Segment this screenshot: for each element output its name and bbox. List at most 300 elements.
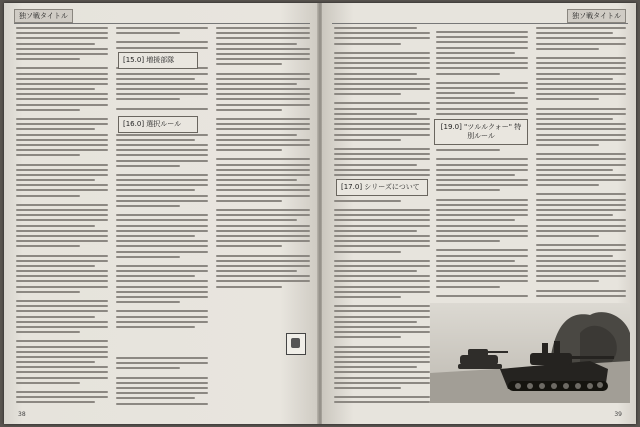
text-line	[116, 205, 180, 207]
text-line	[216, 128, 310, 130]
text-line	[536, 67, 626, 69]
text-line	[436, 275, 528, 277]
text-line	[536, 108, 626, 110]
text-line	[334, 62, 430, 64]
text-line	[334, 310, 430, 312]
text-line	[116, 301, 180, 303]
text-line	[334, 83, 430, 85]
text-line	[334, 240, 430, 242]
text-line	[536, 219, 626, 221]
text-line	[436, 270, 528, 272]
magazine-spread	[4, 3, 636, 424]
text-line	[536, 199, 626, 201]
text-line	[436, 230, 528, 232]
text-line	[334, 356, 430, 358]
text-line	[334, 336, 401, 338]
text-line	[436, 113, 528, 115]
text-line	[216, 144, 310, 146]
text-line	[334, 366, 417, 368]
text-line	[216, 58, 310, 60]
text-line	[16, 88, 95, 90]
text-line	[16, 128, 95, 130]
text-line	[536, 37, 626, 39]
text-line	[16, 286, 108, 288]
text-line	[436, 214, 528, 216]
right-running-head: 独ソ戦タイトル	[567, 9, 626, 23]
text-line	[536, 88, 626, 90]
right-column-1	[334, 27, 430, 407]
text-line	[16, 204, 108, 206]
text-line	[536, 123, 626, 125]
text-line	[216, 179, 297, 181]
text-line	[216, 32, 310, 34]
text-line	[536, 169, 613, 171]
text-line	[334, 158, 430, 160]
text-line	[536, 62, 626, 64]
text-line	[536, 214, 613, 216]
text-line	[116, 230, 208, 232]
text-line	[116, 108, 208, 110]
section-heading-special-rules	[434, 119, 528, 145]
text-line	[334, 67, 430, 69]
text-line	[436, 97, 528, 99]
text-line	[334, 321, 417, 323]
text-line	[436, 249, 528, 251]
text-line	[216, 48, 310, 50]
text-line	[334, 169, 430, 171]
text-line	[436, 31, 528, 33]
text-line	[116, 47, 208, 49]
text-line	[216, 219, 297, 221]
text-line	[436, 67, 528, 69]
text-line	[16, 160, 108, 164]
text-line	[334, 286, 430, 288]
text-line	[436, 149, 500, 151]
text-line	[16, 371, 108, 373]
text-line	[16, 291, 80, 293]
text-line	[216, 251, 310, 255]
text-line	[216, 118, 310, 120]
text-line	[436, 41, 528, 43]
section-heading-optional-rules	[118, 116, 198, 133]
text-line	[334, 128, 430, 130]
text-line	[16, 275, 108, 277]
text-line	[116, 195, 208, 197]
text-line	[536, 280, 599, 282]
text-gap	[216, 404, 310, 407]
text-line	[16, 351, 108, 353]
text-line	[334, 291, 430, 293]
text-line	[16, 340, 108, 342]
text-line	[116, 154, 208, 156]
text-line	[116, 387, 208, 389]
text-line	[216, 209, 310, 211]
text-line	[216, 43, 297, 45]
text-gap	[536, 404, 626, 407]
text-line	[16, 134, 108, 136]
text-line	[334, 108, 430, 110]
text-line	[16, 118, 108, 120]
text-line	[334, 174, 430, 176]
left-page	[4, 3, 318, 424]
text-line	[16, 401, 95, 403]
text-line	[436, 240, 500, 242]
text-line	[436, 255, 528, 257]
text-line	[536, 193, 626, 195]
text-line	[16, 326, 108, 328]
right-header-rule	[332, 23, 628, 24]
text-line	[334, 382, 430, 384]
text-line	[16, 58, 80, 60]
text-line	[116, 189, 195, 191]
text-line	[216, 123, 310, 125]
text-line	[536, 118, 613, 120]
text-line	[16, 179, 95, 181]
text-line	[116, 280, 208, 282]
text-line	[436, 36, 528, 38]
text-line	[16, 184, 108, 186]
text-line	[334, 148, 430, 150]
text-line	[216, 195, 310, 197]
text-line	[334, 134, 430, 136]
text-line	[536, 153, 626, 155]
text-line	[116, 367, 180, 369]
text-line	[536, 209, 626, 211]
text-line	[216, 149, 282, 151]
text-line	[436, 52, 515, 54]
text-line	[436, 82, 528, 84]
text-line	[436, 73, 500, 75]
text-line	[116, 73, 208, 75]
text-line	[16, 93, 108, 95]
text-line	[536, 235, 599, 237]
text-line	[116, 357, 208, 359]
text-line	[216, 98, 310, 100]
text-line	[334, 387, 401, 389]
text-line	[116, 214, 208, 216]
text-line	[436, 286, 500, 288]
section-heading-reinforcements-label: [15.0] 増援部隊	[123, 56, 175, 64]
tank-photo	[430, 303, 630, 403]
text-line	[216, 189, 310, 191]
text-line	[334, 275, 430, 277]
text-line	[536, 184, 599, 186]
text-line	[16, 144, 108, 146]
right-folio: 39	[614, 411, 622, 418]
text-line	[334, 331, 430, 333]
text-line	[116, 160, 208, 162]
text-line	[436, 184, 528, 186]
text-line	[536, 255, 613, 257]
text-line	[116, 219, 208, 221]
text-line	[16, 240, 108, 242]
text-line	[334, 326, 430, 328]
text-line	[116, 200, 208, 202]
text-line	[116, 184, 208, 186]
text-line	[436, 235, 528, 237]
text-line	[536, 244, 626, 246]
text-line	[16, 251, 108, 255]
section-heading-series	[336, 179, 428, 196]
text-line	[436, 179, 528, 181]
text-line	[436, 219, 515, 221]
stamp-icon	[286, 333, 306, 355]
text-line	[334, 346, 430, 348]
text-line	[536, 270, 626, 272]
text-line	[216, 240, 310, 242]
text-line	[216, 265, 310, 267]
text-line	[334, 27, 417, 29]
text-line	[116, 326, 195, 328]
text-line	[334, 52, 430, 54]
text-line	[16, 37, 108, 39]
text-line	[216, 88, 310, 90]
text-line	[116, 174, 208, 176]
text-line	[536, 179, 626, 181]
text-line	[16, 174, 108, 176]
text-line	[436, 225, 528, 227]
text-line	[334, 102, 430, 104]
text-line	[16, 98, 108, 100]
text-line	[334, 235, 430, 237]
text-line	[334, 200, 401, 202]
text-line	[436, 295, 528, 297]
text-line	[16, 27, 108, 29]
text-line	[116, 83, 208, 85]
left-column-2	[116, 27, 208, 407]
text-line	[216, 214, 310, 216]
text-line	[216, 139, 310, 141]
text-line	[536, 265, 626, 267]
text-line	[536, 225, 626, 227]
text-line	[16, 316, 95, 318]
text-line	[16, 310, 108, 312]
text-line	[16, 331, 80, 333]
text-line	[536, 57, 626, 59]
text-line	[536, 73, 626, 75]
text-line	[334, 316, 430, 318]
left-header-rule	[14, 23, 310, 24]
text-line	[16, 346, 108, 348]
text-line	[436, 92, 515, 94]
text-line	[16, 53, 108, 55]
text-gap	[436, 404, 528, 407]
text-line	[334, 305, 430, 307]
text-line	[536, 295, 626, 297]
text-line	[116, 286, 208, 288]
text-line	[436, 62, 528, 64]
text-line	[16, 396, 108, 398]
section-heading-reinforcements	[118, 52, 198, 69]
text-line	[334, 342, 430, 346]
text-line	[216, 255, 310, 257]
text-line	[216, 69, 310, 73]
text-line	[436, 57, 528, 59]
text-line	[16, 32, 108, 34]
text-line	[216, 104, 310, 106]
text-line	[436, 102, 528, 104]
text-line	[116, 251, 208, 253]
text-line	[436, 189, 500, 191]
text-line	[116, 88, 208, 90]
text-line	[116, 321, 208, 323]
text-line	[16, 219, 108, 221]
right-page	[322, 3, 636, 424]
text-line	[116, 32, 180, 34]
text-line	[536, 27, 626, 29]
text-line	[16, 123, 108, 125]
text-line	[16, 280, 108, 282]
text-line	[116, 41, 208, 43]
text-line	[116, 270, 208, 272]
text-line	[216, 63, 282, 65]
left-folio: 38	[18, 411, 26, 418]
text-line	[16, 164, 108, 166]
text-line	[334, 164, 417, 166]
text-line	[536, 48, 599, 50]
text-line	[116, 310, 208, 312]
text-line	[216, 37, 310, 39]
text-line	[116, 98, 180, 100]
text-line	[16, 361, 95, 363]
text-line	[436, 47, 528, 49]
text-line	[334, 230, 417, 232]
text-line	[16, 67, 108, 69]
text-line	[334, 57, 430, 59]
text-line	[16, 73, 108, 75]
text-line	[16, 321, 108, 323]
text-line	[216, 260, 310, 262]
text-line	[116, 362, 208, 364]
text-line	[334, 214, 430, 216]
text-line	[334, 73, 417, 75]
text-line	[334, 209, 430, 211]
text-line	[16, 109, 80, 111]
text-line	[116, 291, 208, 293]
text-line	[16, 245, 80, 247]
text-line	[536, 260, 626, 262]
text-line	[334, 37, 430, 39]
text-line	[436, 204, 528, 206]
text-line	[216, 169, 310, 171]
text-line	[216, 184, 310, 186]
text-line	[116, 392, 208, 394]
text-line	[16, 209, 108, 211]
text-line	[536, 139, 626, 141]
text-line	[116, 275, 195, 277]
text-line	[216, 73, 310, 75]
text-line	[334, 113, 417, 115]
text-line	[116, 382, 208, 384]
text-line	[16, 104, 108, 106]
text-line	[334, 43, 401, 45]
text-line	[334, 401, 430, 403]
text-line	[436, 265, 528, 267]
text-line	[116, 134, 208, 136]
left-running-head: 独ソ戦タイトル	[14, 9, 73, 23]
text-line	[16, 48, 108, 50]
text-line	[216, 270, 297, 272]
text-line	[116, 240, 208, 242]
text-line	[436, 158, 528, 160]
text-line	[116, 256, 180, 258]
text-line	[536, 98, 599, 100]
section-heading-optional-rules-label: [16.0] 選択ルール	[123, 120, 182, 128]
text-line	[216, 230, 310, 232]
text-line	[334, 225, 430, 227]
text-line	[334, 260, 430, 262]
text-line	[334, 377, 430, 379]
text-line	[536, 113, 626, 115]
text-line	[536, 134, 626, 136]
text-line	[16, 270, 108, 272]
text-line	[436, 174, 515, 176]
text-line	[334, 265, 430, 267]
text-line	[16, 214, 108, 216]
text-line	[536, 204, 626, 206]
section-heading-special-rules-label: [19.0] "ツルルクォー" 特別ルール	[440, 123, 522, 140]
text-line	[334, 371, 430, 373]
text-line	[216, 200, 282, 202]
text-line	[216, 225, 310, 227]
text-line	[334, 32, 430, 34]
text-line	[436, 280, 528, 282]
section-heading-series-label: [17.0] シリーズについて	[341, 183, 420, 191]
text-line	[334, 123, 430, 125]
text-line	[536, 78, 613, 80]
text-line	[334, 245, 430, 247]
text-line	[334, 361, 430, 363]
text-line	[536, 164, 626, 166]
text-line	[216, 78, 310, 80]
text-line	[436, 169, 528, 171]
text-line	[216, 53, 310, 55]
text-line	[16, 265, 95, 267]
text-line	[334, 93, 401, 95]
text-line	[216, 286, 282, 288]
text-line	[116, 245, 208, 247]
text-line	[16, 377, 108, 379]
text-line	[16, 225, 95, 227]
text-line	[16, 230, 108, 232]
text-line	[334, 270, 417, 272]
text-line	[436, 164, 528, 166]
text-line	[536, 174, 626, 176]
text-line	[116, 377, 208, 379]
text-line	[216, 280, 310, 282]
text-line	[16, 391, 108, 393]
text-line	[334, 139, 401, 141]
text-line	[216, 83, 297, 85]
text-line	[16, 300, 108, 302]
text-line	[216, 245, 282, 247]
text-line	[16, 149, 108, 151]
text-line	[16, 78, 108, 80]
text-line	[116, 235, 195, 237]
text-line	[116, 165, 180, 167]
text-line	[16, 43, 95, 45]
text-line	[436, 199, 528, 201]
text-line	[116, 27, 208, 29]
text-line	[16, 356, 108, 358]
text-line	[116, 144, 208, 146]
text-line	[216, 158, 310, 160]
text-line	[216, 174, 310, 176]
text-line	[536, 275, 626, 277]
text-line	[116, 316, 208, 318]
text-line	[536, 144, 599, 146]
text-line	[216, 164, 310, 166]
